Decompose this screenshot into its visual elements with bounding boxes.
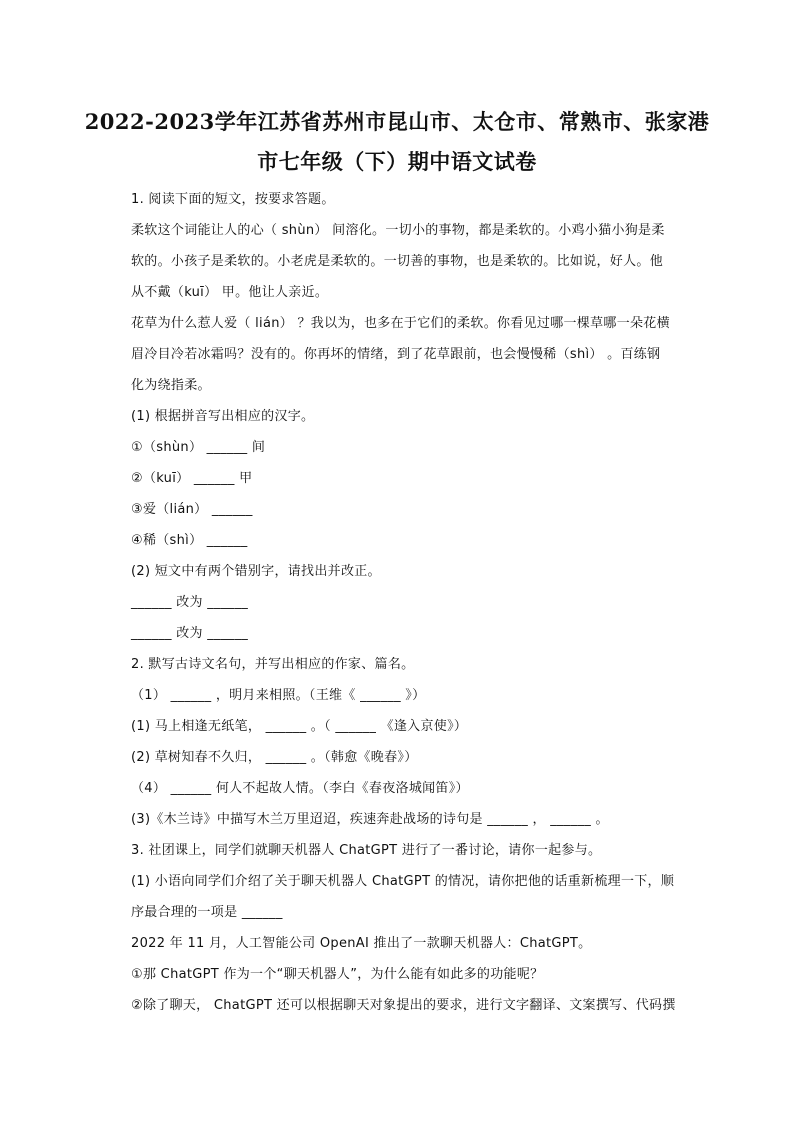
poem-item: （4） ______ 何人不起故人情。（李白《春夜洛城闻笛》） [131,781,469,796]
exam-title-line-2: 市七年级（下）期中语文试卷 [257,149,537,174]
poem-item: (1) 马上相逢无纸笔， ______ 。（ ______ 《逢入京使》） [131,719,468,734]
poem-item: （1） ______ ，明月来相照。（王维《 ______ 》） [131,688,426,703]
poem-item: (3)《木兰诗》中描写木兰万里迢迢，疾速奔赴战场的诗句是 ______ ， ______ 。 [131,812,609,827]
passage-line: 花草为什么惹人爱（ lián） ？我以为，也多在于它们的柔软。你看见过哪一棵草哪一朵花横 [131,316,670,331]
correction-line: ______ 改为 ______ [131,595,249,610]
exam-title-line-1: 2022-2023学年江苏省苏州市昆山市、太仓市、常熟市、张家港 [84,109,710,134]
correction-line: ______ 改为 ______ [131,626,249,641]
body-line: ②除了聊天， ChatGPT 还可以根据聊天对象提出的要求，进行文字翻译、文案撰写、代码撰 [131,998,676,1013]
pinyin-item: ①（shùn） ______ 间 [131,440,266,455]
passage-line: 眉冷目冷若冰霜吗？没有的。你再坏的情绪，到了花草跟前，也会慢慢稀（shì） 。百练钢 [131,347,661,362]
passage-line: 柔软这个词能让人的心（ shùn） 间溶化。一切小的事物，都是柔软的。小鸡小猫小狗是柔 [131,223,665,238]
passage-line: 软的。小孩子是柔软的。小老虎是柔软的。一切善的事物，也是柔软的。比如说，好人。他 [131,254,664,269]
sub-question: (1) 小语向同学们介绍了关于聊天机器人 ChatGPT 的情况，请你把他的话重新梳理一下，顺 [131,874,675,889]
sub-question: 序最合理的一项是 ______ [131,905,283,920]
poem-item: (2) 草树知春不久归， ______ 。（韩愈《晚春》） [131,750,418,765]
sub-question: (2) 短文中有两个错别字，请找出并改正。 [131,564,381,579]
pinyin-item: ③爱（lián） ______ [131,502,253,517]
passage-line: 从不戴（kuī） 甲。他让人亲近。 [131,285,329,300]
question-2-heading: 2. 默写古诗文名句，并写出相应的作家、篇名。 [131,657,415,672]
sub-question: (1) 根据拼音写出相应的汉字。 [131,409,315,424]
pinyin-item: ②（kuī） ______ 甲 [131,471,253,486]
pinyin-item: ④稀（shì） ______ [131,533,248,548]
question-3-heading: 3. 社团课上，同学们就聊天机器人 ChatGPT 进行了一番讨论，请你一起参与。 [131,843,602,858]
body-line: 2022 年 11 月，人工智能公司 OpenAI 推出了一款聊天机器人：ChatGPT。 [131,936,592,951]
passage-line: 化为绕指柔。 [131,378,211,393]
question-1-heading: 1. 阅读下面的短文，按要求答题。 [131,192,335,207]
body-line: ①那 ChatGPT 作为一个“聊天机器人”，为什么能有如此多的功能呢？ [131,967,544,982]
